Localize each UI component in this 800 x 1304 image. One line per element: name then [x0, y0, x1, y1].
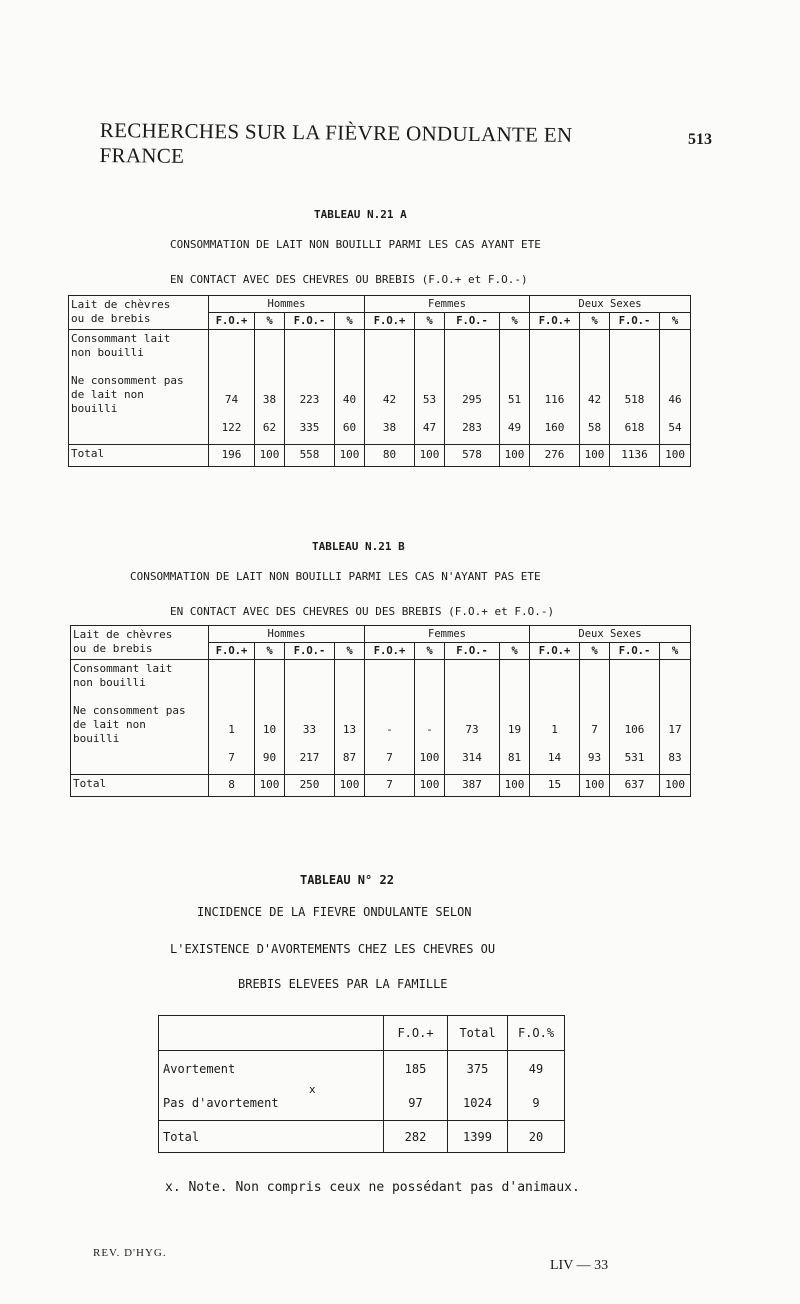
value-cell: 7 [386, 751, 393, 764]
total-value-cell: 100 [660, 775, 691, 797]
table-22-caption-line3: BREBIS ELEVEES PAR LA FAMILLE [238, 977, 448, 991]
subheader-cell: % [580, 643, 610, 660]
total-value-cell: 196 [209, 445, 255, 467]
value-cell: 49 [528, 1061, 544, 1076]
value-cell: 42 [587, 393, 602, 406]
subheader-cell: % [255, 643, 285, 660]
row-labels-cell: Consommant lait non bouilli Ne consomment pas de lait non bouilli [69, 330, 209, 445]
table-21b-label: TABLEAU N.21 B [312, 540, 405, 553]
total-value-cell: 8 [209, 775, 255, 797]
row-label-avortement: Avortement [163, 1061, 236, 1076]
value-cell: 53 [422, 393, 437, 406]
value-cell: 62 [262, 421, 277, 434]
subheader-cell: % [660, 313, 691, 330]
value-cell: 283 [462, 421, 482, 434]
subheader-cell: % [500, 643, 530, 660]
value-cell: 1024 [463, 1095, 492, 1110]
total-value-cell: 100 [255, 445, 285, 467]
subheader-cell: % [660, 643, 691, 660]
value-cell: 87 [342, 751, 357, 764]
total-value-cell: 100 [580, 445, 610, 467]
data-column-cell [660, 330, 691, 445]
value-cell: 13 [342, 723, 357, 736]
value-cell: 97 [408, 1095, 423, 1110]
value-cell: 51 [507, 393, 522, 406]
subheader-cell: F.O.- [445, 313, 500, 330]
subheader-cell: F.O.+ [209, 643, 255, 660]
header-fo-percent: F.O.% [508, 1016, 565, 1051]
value-cell: 7 [591, 723, 598, 736]
table-21a-caption-line1: CONSOMMATION DE LAIT NON BOUILLI PARMI LES CAS AYANT ETE [170, 238, 541, 251]
value-cell: 223 [299, 393, 320, 406]
table-22-label: TABLEAU N° 22 [300, 873, 394, 887]
total-fo-plus: 282 [384, 1121, 448, 1153]
subheader-cell: % [415, 313, 445, 330]
value-cell: 19 [507, 723, 522, 736]
value-cell: 335 [299, 421, 320, 434]
value-cell: 83 [668, 751, 682, 764]
group-header-deux-sexes: Deux Sexes [530, 626, 691, 643]
total-value-cell: 100 [255, 775, 285, 797]
total-label: Total [69, 445, 209, 467]
table-22-corner-cell [159, 1016, 384, 1051]
data-column-cell [530, 660, 580, 775]
data-column-cell [209, 660, 255, 775]
row-label-pas-davortement: Pas d'avortement [163, 1095, 279, 1110]
subheader-cell: F.O.+ [530, 643, 580, 660]
value-cell: 42 [382, 393, 397, 406]
table-21a-label: TABLEAU N.21 A [314, 208, 407, 221]
total-value-cell: 558 [285, 445, 335, 467]
total-value-cell: 637 [610, 775, 660, 797]
data-column-cell [415, 330, 445, 445]
footer-volume: LIV — 33 [550, 1258, 609, 1273]
subheader-cell: F.O.- [285, 313, 335, 330]
value-cell: 17 [668, 723, 682, 736]
subheader-cell: % [415, 643, 445, 660]
table-22 [158, 1015, 565, 1153]
value-cell: 9 [532, 1095, 540, 1110]
data-column-cell [445, 330, 500, 445]
table-21b-caption-line2: EN CONTACT AVEC DES CHEVRES OU DES BREBIS (F.O.+ et F.O.-) [170, 605, 555, 618]
value-cell: 185 [404, 1061, 427, 1076]
total-label: Total [71, 775, 209, 797]
value-cell: 100 [419, 751, 440, 764]
value-cell: 295 [462, 393, 482, 406]
value-cell: 38 [262, 393, 277, 406]
value-cell: 531 [624, 751, 645, 764]
value-cell: 14 [547, 751, 562, 764]
value-cell: 1 [551, 723, 558, 736]
subheader-cell: % [335, 313, 365, 330]
table-21b [70, 625, 691, 797]
group-header-deux-sexes: Deux Sexes [530, 296, 691, 313]
data-column-cell [255, 660, 285, 775]
data-column-cell [285, 330, 335, 445]
value-cell: 122 [221, 421, 242, 434]
subheader-cell: F.O.+ [209, 313, 255, 330]
value-cell: 314 [462, 751, 482, 764]
value-cell: 38 [382, 421, 397, 434]
total-total: 1399 [448, 1121, 508, 1153]
value-cell: 73 [465, 723, 479, 736]
value-cell: 93 [587, 751, 602, 764]
row-labels-cell: Consommant lait non bouilli Ne consomment pas de lait non bouilli [71, 660, 209, 775]
subheader-cell: % [500, 313, 530, 330]
subheader-cell: F.O.+ [365, 313, 415, 330]
subheader-cell: F.O.+ [365, 643, 415, 660]
table-21a [68, 295, 691, 467]
data-column-cell [365, 330, 415, 445]
row-header-cell: Lait de chèvres ou de brebis [71, 626, 209, 660]
value-cell: 60 [342, 421, 357, 434]
total-value-cell: 100 [335, 775, 365, 797]
subheader-cell: F.O.- [610, 313, 660, 330]
header-fo-plus: F.O.+ [384, 1016, 448, 1051]
value-cell: 7 [228, 751, 235, 764]
data-column-cell [209, 330, 255, 445]
data-column-cell [500, 660, 530, 775]
value-cell: 618 [624, 421, 645, 434]
value-cell: 33 [302, 723, 317, 736]
subheader-cell: % [580, 313, 610, 330]
value-cell: 49 [507, 421, 522, 434]
total-value-cell: 100 [660, 445, 691, 467]
value-cell: 160 [544, 421, 565, 434]
total-value-cell: 250 [285, 775, 335, 797]
row-header-cell: Lait de chèvres ou de brebis [69, 296, 209, 330]
total-value-cell: 15 [530, 775, 580, 797]
page-header-title: RECHERCHES SUR LA FIÈVRE ONDULANTE EN FRANCE [99, 118, 573, 168]
page-number: 513 [688, 131, 712, 148]
total-value-cell: 1136 [610, 445, 660, 467]
group-header-hommes: Hommes [209, 296, 365, 313]
footer-journal: REV. D'HYG. [93, 1247, 167, 1259]
total-value-cell: 100 [500, 775, 530, 797]
table-21a-caption-line2: EN CONTACT AVEC DES CHEVRES OU BREBIS (F.O.+ et F.O.-) [170, 273, 528, 286]
total-value-cell: 276 [530, 445, 580, 467]
table-22-row-labels [159, 1051, 384, 1121]
table-21b-caption-line1: CONSOMMATION DE LAIT NON BOUILLI PARMI LES CAS N'AYANT PAS ETE [130, 570, 541, 583]
total-fo-percent: 20 [508, 1121, 565, 1153]
table-22-caption-line2: L'EXISTENCE D'AVORTEMENTS CHEZ LES CHEVRES OU [170, 942, 496, 956]
value-cell: - [426, 723, 433, 736]
footnote: x. Note. Non compris ceux ne possédant pas d'animaux. [165, 1180, 580, 1195]
group-header-femmes: Femmes [365, 296, 530, 313]
data-column-cell [335, 660, 365, 775]
value-cell: 116 [544, 393, 565, 406]
value-cell: 217 [299, 751, 320, 764]
data-column-cell [445, 660, 500, 775]
value-cell: 90 [262, 751, 277, 764]
subheader-cell: F.O.+ [530, 313, 580, 330]
subheader-cell: F.O.- [610, 643, 660, 660]
data-column-cell [365, 660, 415, 775]
total-value-cell: 100 [500, 445, 530, 467]
data-column-cell [530, 330, 580, 445]
value-cell: - [386, 723, 393, 736]
data-column-cell [610, 330, 660, 445]
value-cell: 74 [224, 393, 239, 406]
value-cell: 1 [228, 723, 235, 736]
data-column-cell [660, 660, 691, 775]
total-value-cell: 100 [580, 775, 610, 797]
header-total: Total [448, 1016, 508, 1051]
data-column-cell [580, 660, 610, 775]
group-header-hommes: Hommes [209, 626, 365, 643]
subheader-cell: % [255, 313, 285, 330]
data-column-cell [500, 330, 530, 445]
value-cell: 375 [466, 1061, 489, 1076]
value-cell: 40 [342, 393, 357, 406]
total-label: Total [159, 1121, 384, 1153]
col-fo-percent-values [508, 1051, 565, 1121]
value-cell: 518 [624, 393, 645, 406]
footnote-marker: x [309, 1083, 316, 1096]
total-value-cell: 100 [335, 445, 365, 467]
total-value-cell: 80 [365, 445, 415, 467]
total-value-cell: 578 [445, 445, 500, 467]
data-column-cell [415, 660, 445, 775]
value-cell: 106 [624, 723, 645, 736]
value-cell: 46 [668, 393, 682, 406]
data-column-cell [610, 660, 660, 775]
col-total-values [448, 1051, 508, 1121]
subheader-cell: F.O.- [445, 643, 500, 660]
col-fo-plus-values [384, 1051, 448, 1121]
value-cell: 10 [262, 723, 277, 736]
data-column-cell [580, 330, 610, 445]
subheader-cell: % [335, 643, 365, 660]
data-column-cell [335, 330, 365, 445]
value-cell: 81 [507, 751, 522, 764]
value-cell: 47 [422, 421, 437, 434]
table-22-caption-line1: INCIDENCE DE LA FIEVRE ONDULANTE SELON [197, 905, 472, 919]
total-value-cell: 100 [415, 445, 445, 467]
value-cell: 54 [668, 421, 682, 434]
total-value-cell: 7 [365, 775, 415, 797]
total-value-cell: 387 [445, 775, 500, 797]
data-column-cell [285, 660, 335, 775]
value-cell: 58 [587, 421, 602, 434]
subheader-cell: F.O.- [285, 643, 335, 660]
total-value-cell: 100 [415, 775, 445, 797]
group-header-femmes: Femmes [365, 626, 530, 643]
data-column-cell [255, 330, 285, 445]
